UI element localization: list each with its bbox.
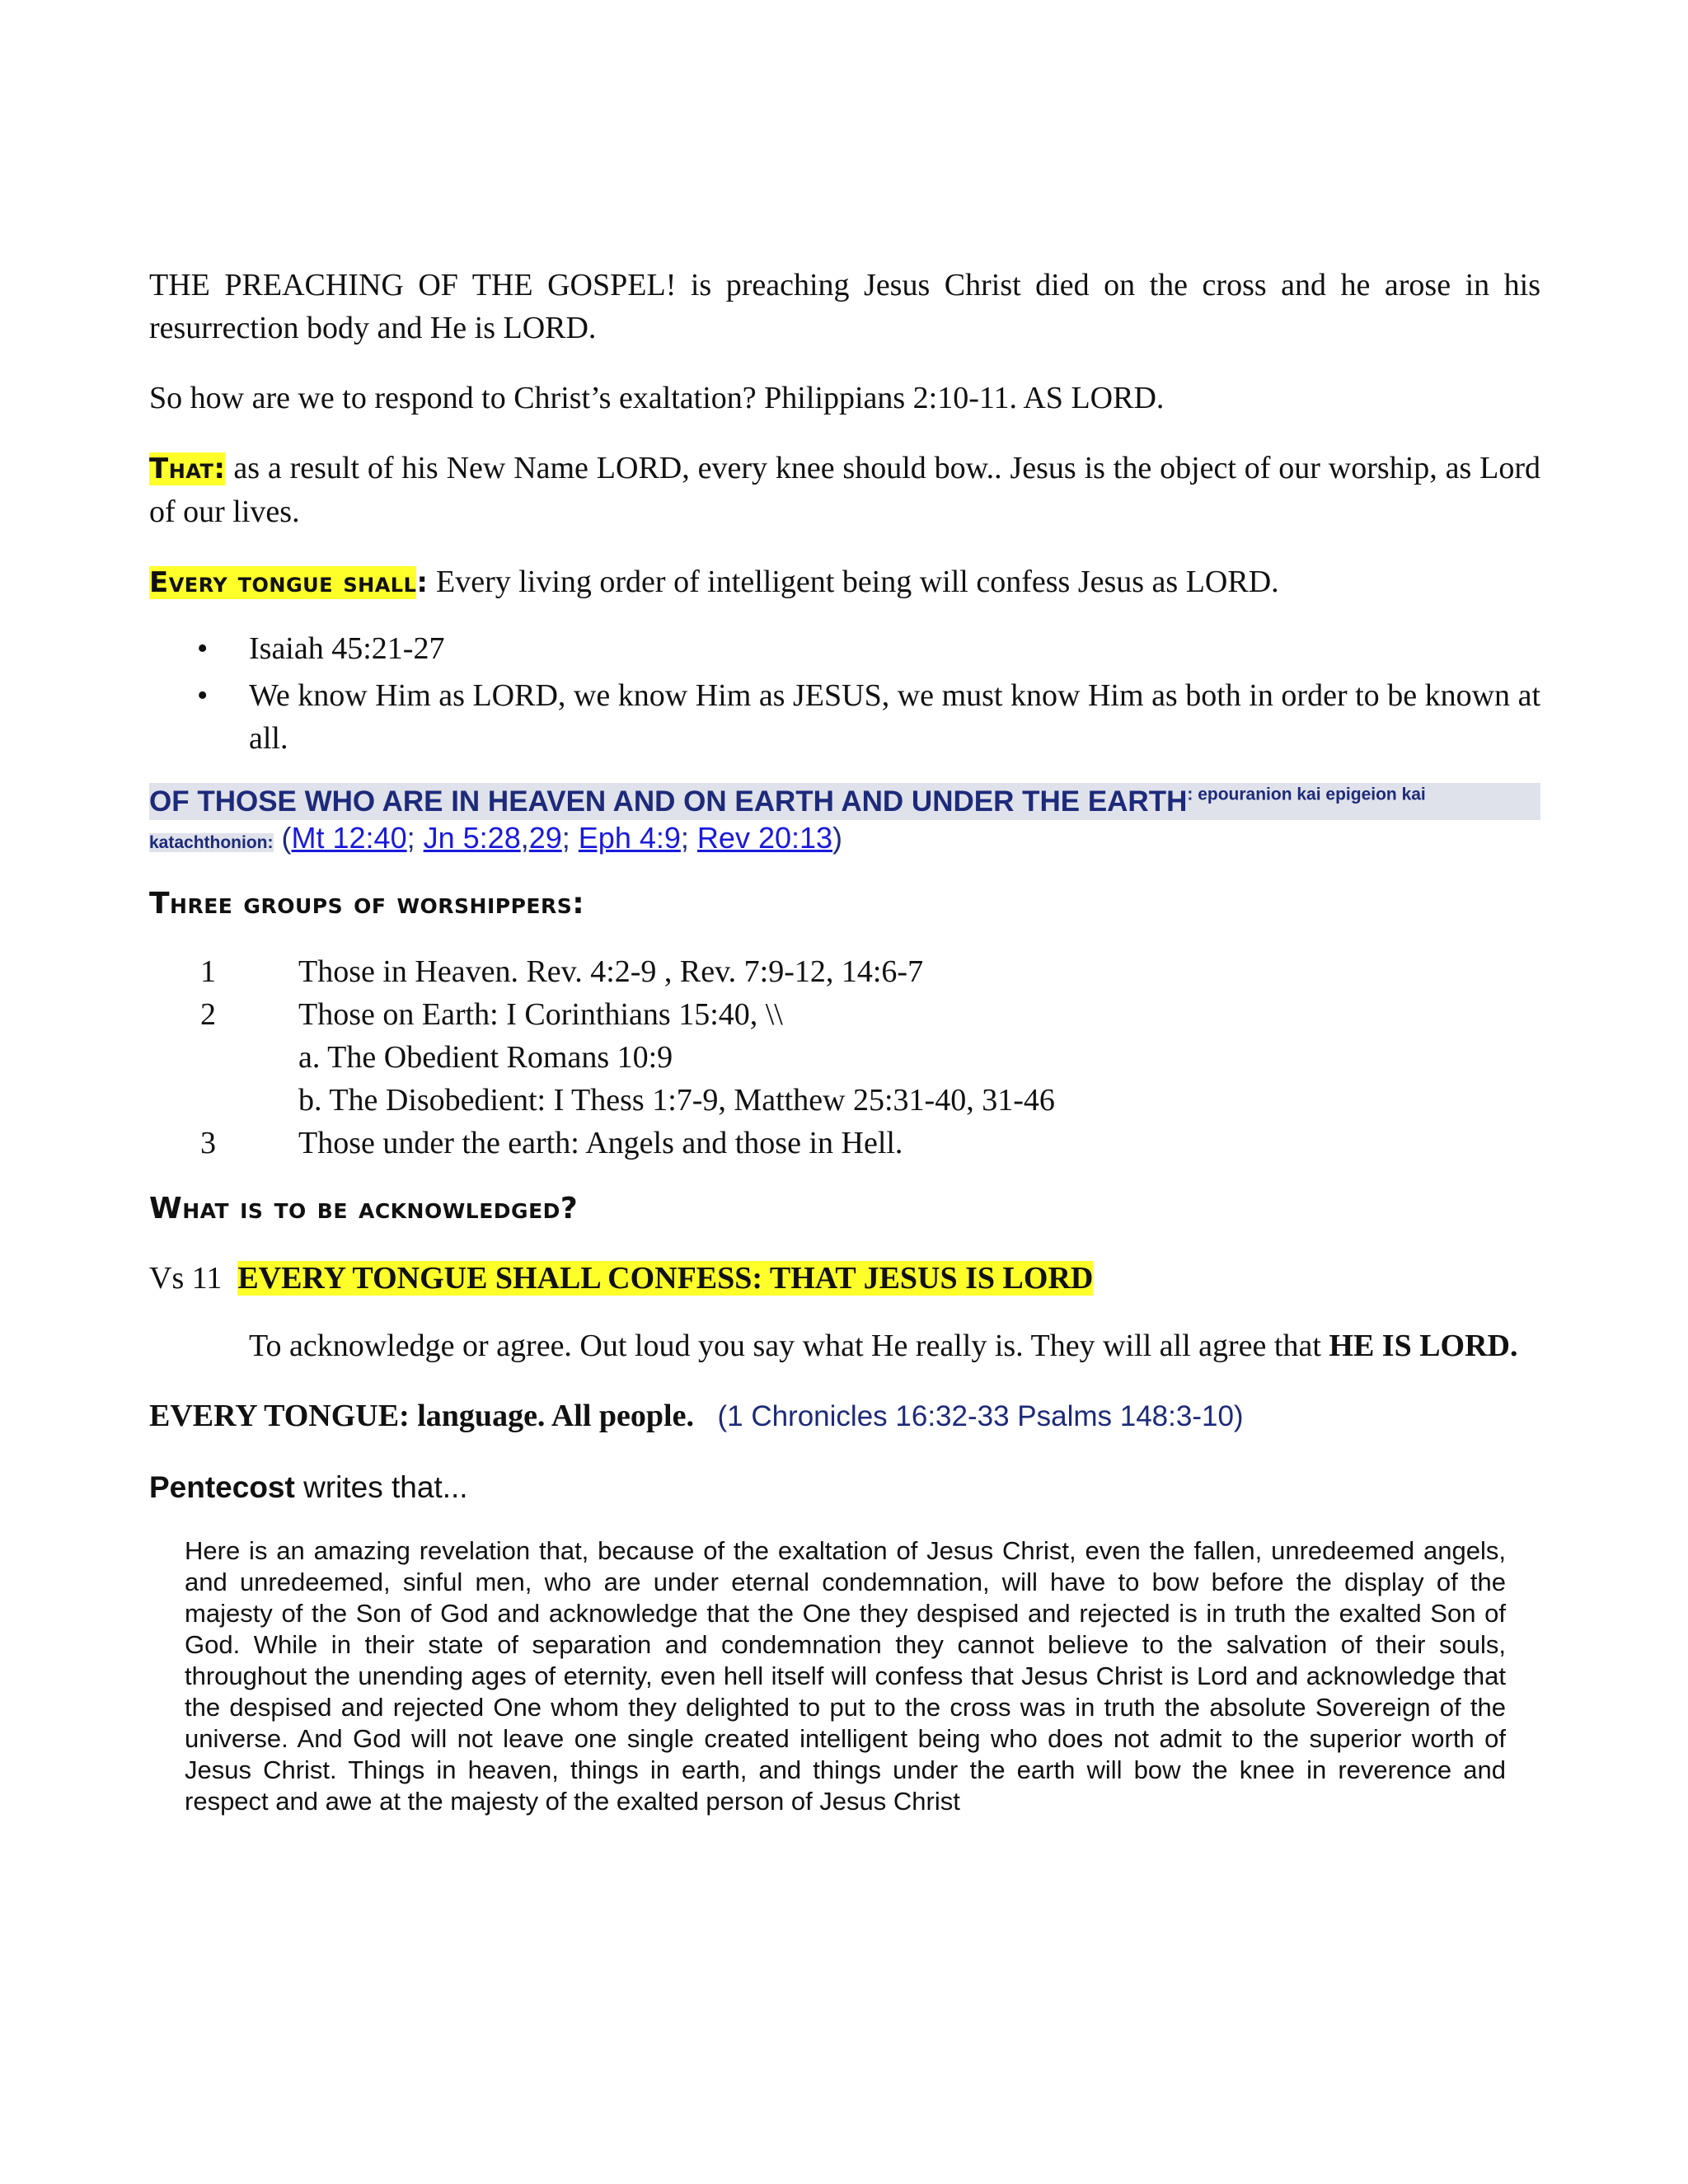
list-item: 3 Those under the earth: Angels and those in Hell. [200, 1126, 903, 1160]
pentecost-line: Pentecost writes that... [149, 1470, 468, 1504]
list-item: • Isaiah 45:21-27 [149, 627, 1540, 670]
vs11-line: Vs 11 EVERY TONGUE SHALL CONFESS: THAT JESUS IS LORD [149, 1261, 1094, 1296]
greek-ref-row: katachthonion: (Mt 12:40; Jn 5:28,29; Eph 4:9; Rev 20:13) [149, 821, 843, 855]
every-tongue-paragraph [149, 560, 1540, 604]
that-text: as a result of his New Name LORD, every knee should bow.. Jesus is the object of our worship, as Lord of our lives. [149, 451, 1540, 529]
greek-heading: OF THOSE WHO ARE IN HEAVEN AND ON EARTH AND UNDER THE EARTH [149, 785, 1188, 818]
acknowledged-heading: What is to be acknowledged? [149, 1192, 579, 1226]
ref-link-eph[interactable]: Eph 4:9 [578, 821, 681, 855]
list-item: • We know Him as LORD, we know Him as JESUS, we must know Him as both in order to be known at all. [149, 674, 1540, 760]
that-label: That: [149, 452, 226, 485]
every-tongue-colon: : [416, 566, 429, 599]
bullet-icon: • [197, 631, 209, 666]
every-tongue-label: Every tongue shall [149, 566, 417, 599]
every-tongue-language-line: EVERY TONGUE: language. All people. (1 Chronicles 16:32-33 Psalms 148:3-10) [149, 1399, 1244, 1433]
list-item: 2 Those on Earth: I Corinthians 15:40, \\ [200, 997, 783, 1032]
list-subitem: a. The Obedient Romans 10:9 [298, 1040, 673, 1075]
list-subitem: b. The Disobedient: I Thess 1:7-9, Matthew 25:31-40, 31-46 [298, 1083, 1055, 1118]
bullet-list [149, 627, 1540, 760]
pentecost-quote: Here is an amazing revelation that, because of the exaltation of Jesus Christ, even the fallen, unredeemed angels, and unredeemed, sinful men, who are under eternal condemnation, will have to bow before the display of the majesty of the Son of God and acknowledge that the One they despised and rejected is in truth the exalted Son of God. While in their state of separation and condemnation they cannot believe to the salvation of their souls, throughout the unending ages of eternity, even hell itself will confess that Jesus Christ is Lord and acknowledge that the despised and rejected One whom they delighted to put to the cross was in truth the absolute Sovereign of the universe. And God will not leave one single created intelligent being who does not admit to the superior worth of Jesus Christ. Things in heaven, things in earth, and things under the earth will bow the knee in reverence and respect and awe at the majesty of the exalted person of Jesus Christ [185, 1536, 1506, 1816]
respond-paragraph: So how are we to respond to Christ’s exaltation? Philippians 2:10-11. AS LORD. [149, 381, 1165, 415]
greek-heading-row [149, 783, 1540, 820]
list-item: 1 Those in Heaven. Rev. 4:2-9 , Rev. 7:9-12, 14:6-7 [200, 954, 924, 989]
that-paragraph [149, 447, 1540, 533]
ref-link-mt[interactable]: Mt 12:40 [291, 821, 407, 855]
ref-link-jn-29[interactable]: 29 [528, 821, 562, 855]
document-page [149, 264, 1540, 1817]
intro-paragraph: THE PREACHING OF THE GOSPEL! is preaching Jesus Christ died on the cross and he arose in his resurrection body and He is LORD. [149, 268, 1540, 345]
greek-transliteration-end: katachthonion [149, 833, 268, 852]
ref-link-jn[interactable]: Jn 5:28 [423, 821, 521, 855]
bullet-icon: • [197, 678, 209, 713]
vs11-highlight: EVERY TONGUE SHALL CONFESS: THAT JESUS IS LORD [237, 1261, 1094, 1296]
acknowledge-paragraph: To acknowledge or agree. Out loud you say what He really is. They will all agree that HE IS LORD. [249, 1329, 1518, 1363]
greek-transliteration: : epouranion kai epigeion kai [1187, 785, 1426, 804]
groups-list [149, 950, 1540, 1165]
every-tongue-text: Every living order of intelligent being will confess Jesus as LORD. [428, 565, 1279, 599]
ref-link-rev[interactable]: Rev 20:13 [696, 821, 833, 855]
groups-heading: Three groups of worshippers: [149, 887, 585, 921]
chronicles-psalms-ref: (1 Chronicles 16:32-33 Psalms 148:3-10) [717, 1400, 1244, 1432]
greek-block [149, 783, 1540, 861]
